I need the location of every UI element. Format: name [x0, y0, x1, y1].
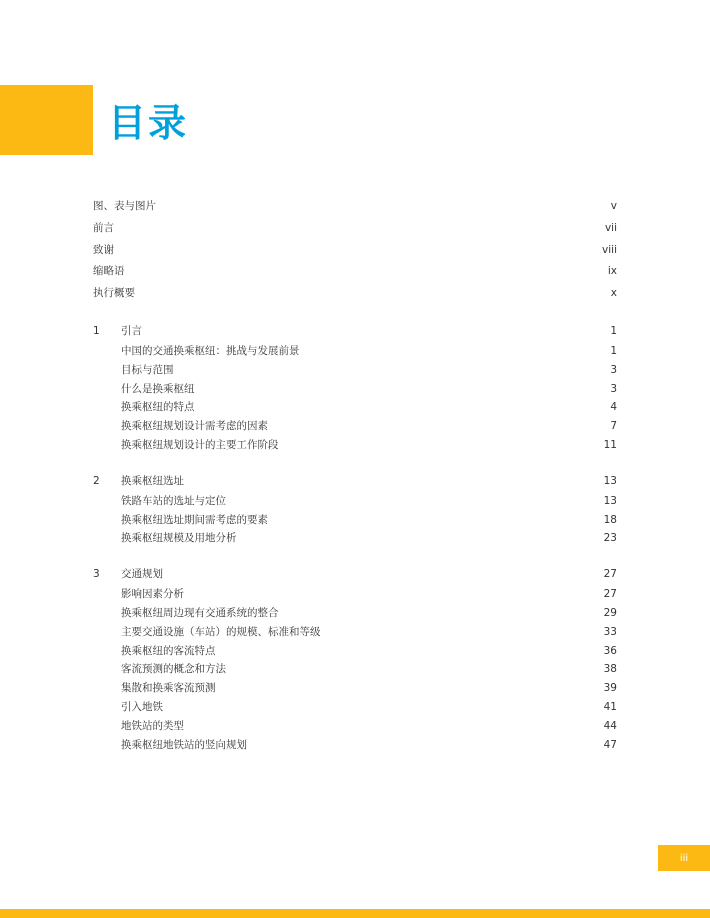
toc-item-page: v	[610, 200, 617, 212]
section-title: 换乘枢纽规划设计的主要工作阶段	[121, 438, 279, 451]
section-page: 29	[603, 606, 617, 619]
toc-item-page: vii	[604, 221, 617, 234]
section-page: 3	[610, 363, 617, 376]
toc-front-item[interactable]	[93, 218, 617, 240]
section-title: 目标与范围	[121, 363, 174, 376]
page-title: 目录	[108, 101, 189, 145]
toc-section-item[interactable]	[93, 679, 617, 698]
table-of-contents	[93, 196, 617, 754]
toc-front-item[interactable]	[93, 261, 617, 283]
section-page: 36	[603, 644, 617, 657]
section-page: 4	[610, 401, 617, 414]
toc-section-item[interactable]	[93, 623, 617, 642]
toc-item-label: 致谢	[93, 243, 114, 256]
section-page: 41	[603, 700, 617, 713]
chapter-page: 13	[603, 474, 617, 487]
toc-chapter-heading[interactable]	[93, 564, 617, 585]
section-title: 主要交通设施（车站）的规模、标准和等级	[121, 625, 321, 638]
toc-section-item[interactable]	[93, 698, 617, 717]
toc-section-item[interactable]	[93, 398, 617, 417]
section-title: 换乘枢纽规模及用地分析	[121, 532, 237, 545]
section-title: 换乘枢纽规划设计需考虑的因素	[121, 420, 268, 433]
toc-section-item[interactable]	[93, 436, 617, 455]
toc-item-page: ix	[607, 265, 617, 278]
section-page: 33	[603, 625, 617, 638]
section-title: 地铁站的类型	[121, 719, 184, 732]
toc-section-item[interactable]	[93, 380, 617, 399]
accent-block	[0, 85, 93, 155]
section-page: 39	[603, 682, 617, 695]
toc-item-page: viii	[602, 243, 617, 256]
chapter-title: 换乘枢纽选址	[121, 474, 184, 487]
toc-section-item[interactable]	[93, 361, 617, 380]
section-title: 换乘枢纽的客流特点	[121, 644, 216, 657]
toc-section-item[interactable]	[93, 529, 617, 548]
chapter-number: 2	[93, 474, 100, 487]
toc-section-item[interactable]	[93, 342, 617, 361]
section-title: 客流预测的概念和方法	[121, 663, 226, 676]
section-title: 换乘枢纽周边现有交通系统的整合	[121, 606, 279, 619]
toc-section-item[interactable]	[93, 492, 617, 511]
toc-item-label: 执行概要	[93, 287, 135, 300]
section-title: 铁路车站的选址与定位	[121, 494, 226, 507]
toc-front-item[interactable]	[93, 283, 617, 305]
toc-chapter	[93, 321, 617, 455]
chapter-page: 27	[603, 568, 617, 581]
chapter-number: 3	[93, 568, 100, 581]
toc-chapter	[93, 471, 617, 548]
section-page: 47	[603, 738, 617, 751]
section-page: 3	[610, 382, 617, 395]
bottom-accent-bar	[0, 909, 710, 918]
toc-front-item[interactable]	[93, 196, 617, 218]
section-page: 23	[603, 532, 617, 545]
chapter-title: 引言	[121, 324, 142, 337]
toc-item-label: 图、表与图片	[93, 200, 156, 212]
section-page: 11	[603, 438, 617, 451]
section-page: 1	[610, 344, 617, 357]
section-title: 换乘枢纽的特点	[121, 401, 195, 414]
section-page: 27	[603, 588, 617, 601]
toc-section-item[interactable]	[93, 585, 617, 604]
toc-chapter	[93, 564, 617, 754]
section-title: 影响因素分析	[121, 588, 184, 601]
toc-section-item[interactable]	[93, 660, 617, 679]
section-title: 换乘枢纽选址期间需考虑的要素	[121, 513, 268, 526]
toc-section-item[interactable]	[93, 417, 617, 436]
section-page: 38	[603, 663, 617, 676]
toc-section-item[interactable]	[93, 642, 617, 661]
toc-item-label: 缩略语	[93, 265, 125, 278]
toc-section-item[interactable]	[93, 736, 617, 755]
toc-section-item[interactable]	[93, 604, 617, 623]
chapter-number: 1	[93, 324, 100, 337]
section-page: 44	[603, 719, 617, 732]
toc-chapter-heading[interactable]	[93, 471, 617, 492]
page-number-badge: iii	[658, 845, 710, 871]
toc-item-label: 前言	[93, 221, 114, 234]
section-title: 引入地铁	[121, 700, 163, 713]
section-page: 18	[603, 513, 617, 526]
toc-front-item[interactable]	[93, 240, 617, 262]
section-title: 中国的交通换乘枢纽：挑战与发展前景	[121, 344, 300, 357]
section-title: 什么是换乘枢纽	[121, 382, 195, 395]
toc-section-item[interactable]	[93, 511, 617, 530]
toc-item-page: x	[610, 287, 617, 300]
chapter-page: 1	[610, 324, 617, 337]
section-title: 换乘枢纽地铁站的竖向规划	[121, 738, 247, 751]
front-matter-list	[93, 196, 617, 305]
toc-section-item[interactable]	[93, 717, 617, 736]
section-page: 13	[603, 494, 617, 507]
section-page: 7	[610, 420, 617, 433]
chapter-title: 交通规划	[121, 568, 163, 581]
section-title: 集散和换乘客流预测	[121, 682, 216, 695]
toc-chapter-heading[interactable]	[93, 321, 617, 342]
